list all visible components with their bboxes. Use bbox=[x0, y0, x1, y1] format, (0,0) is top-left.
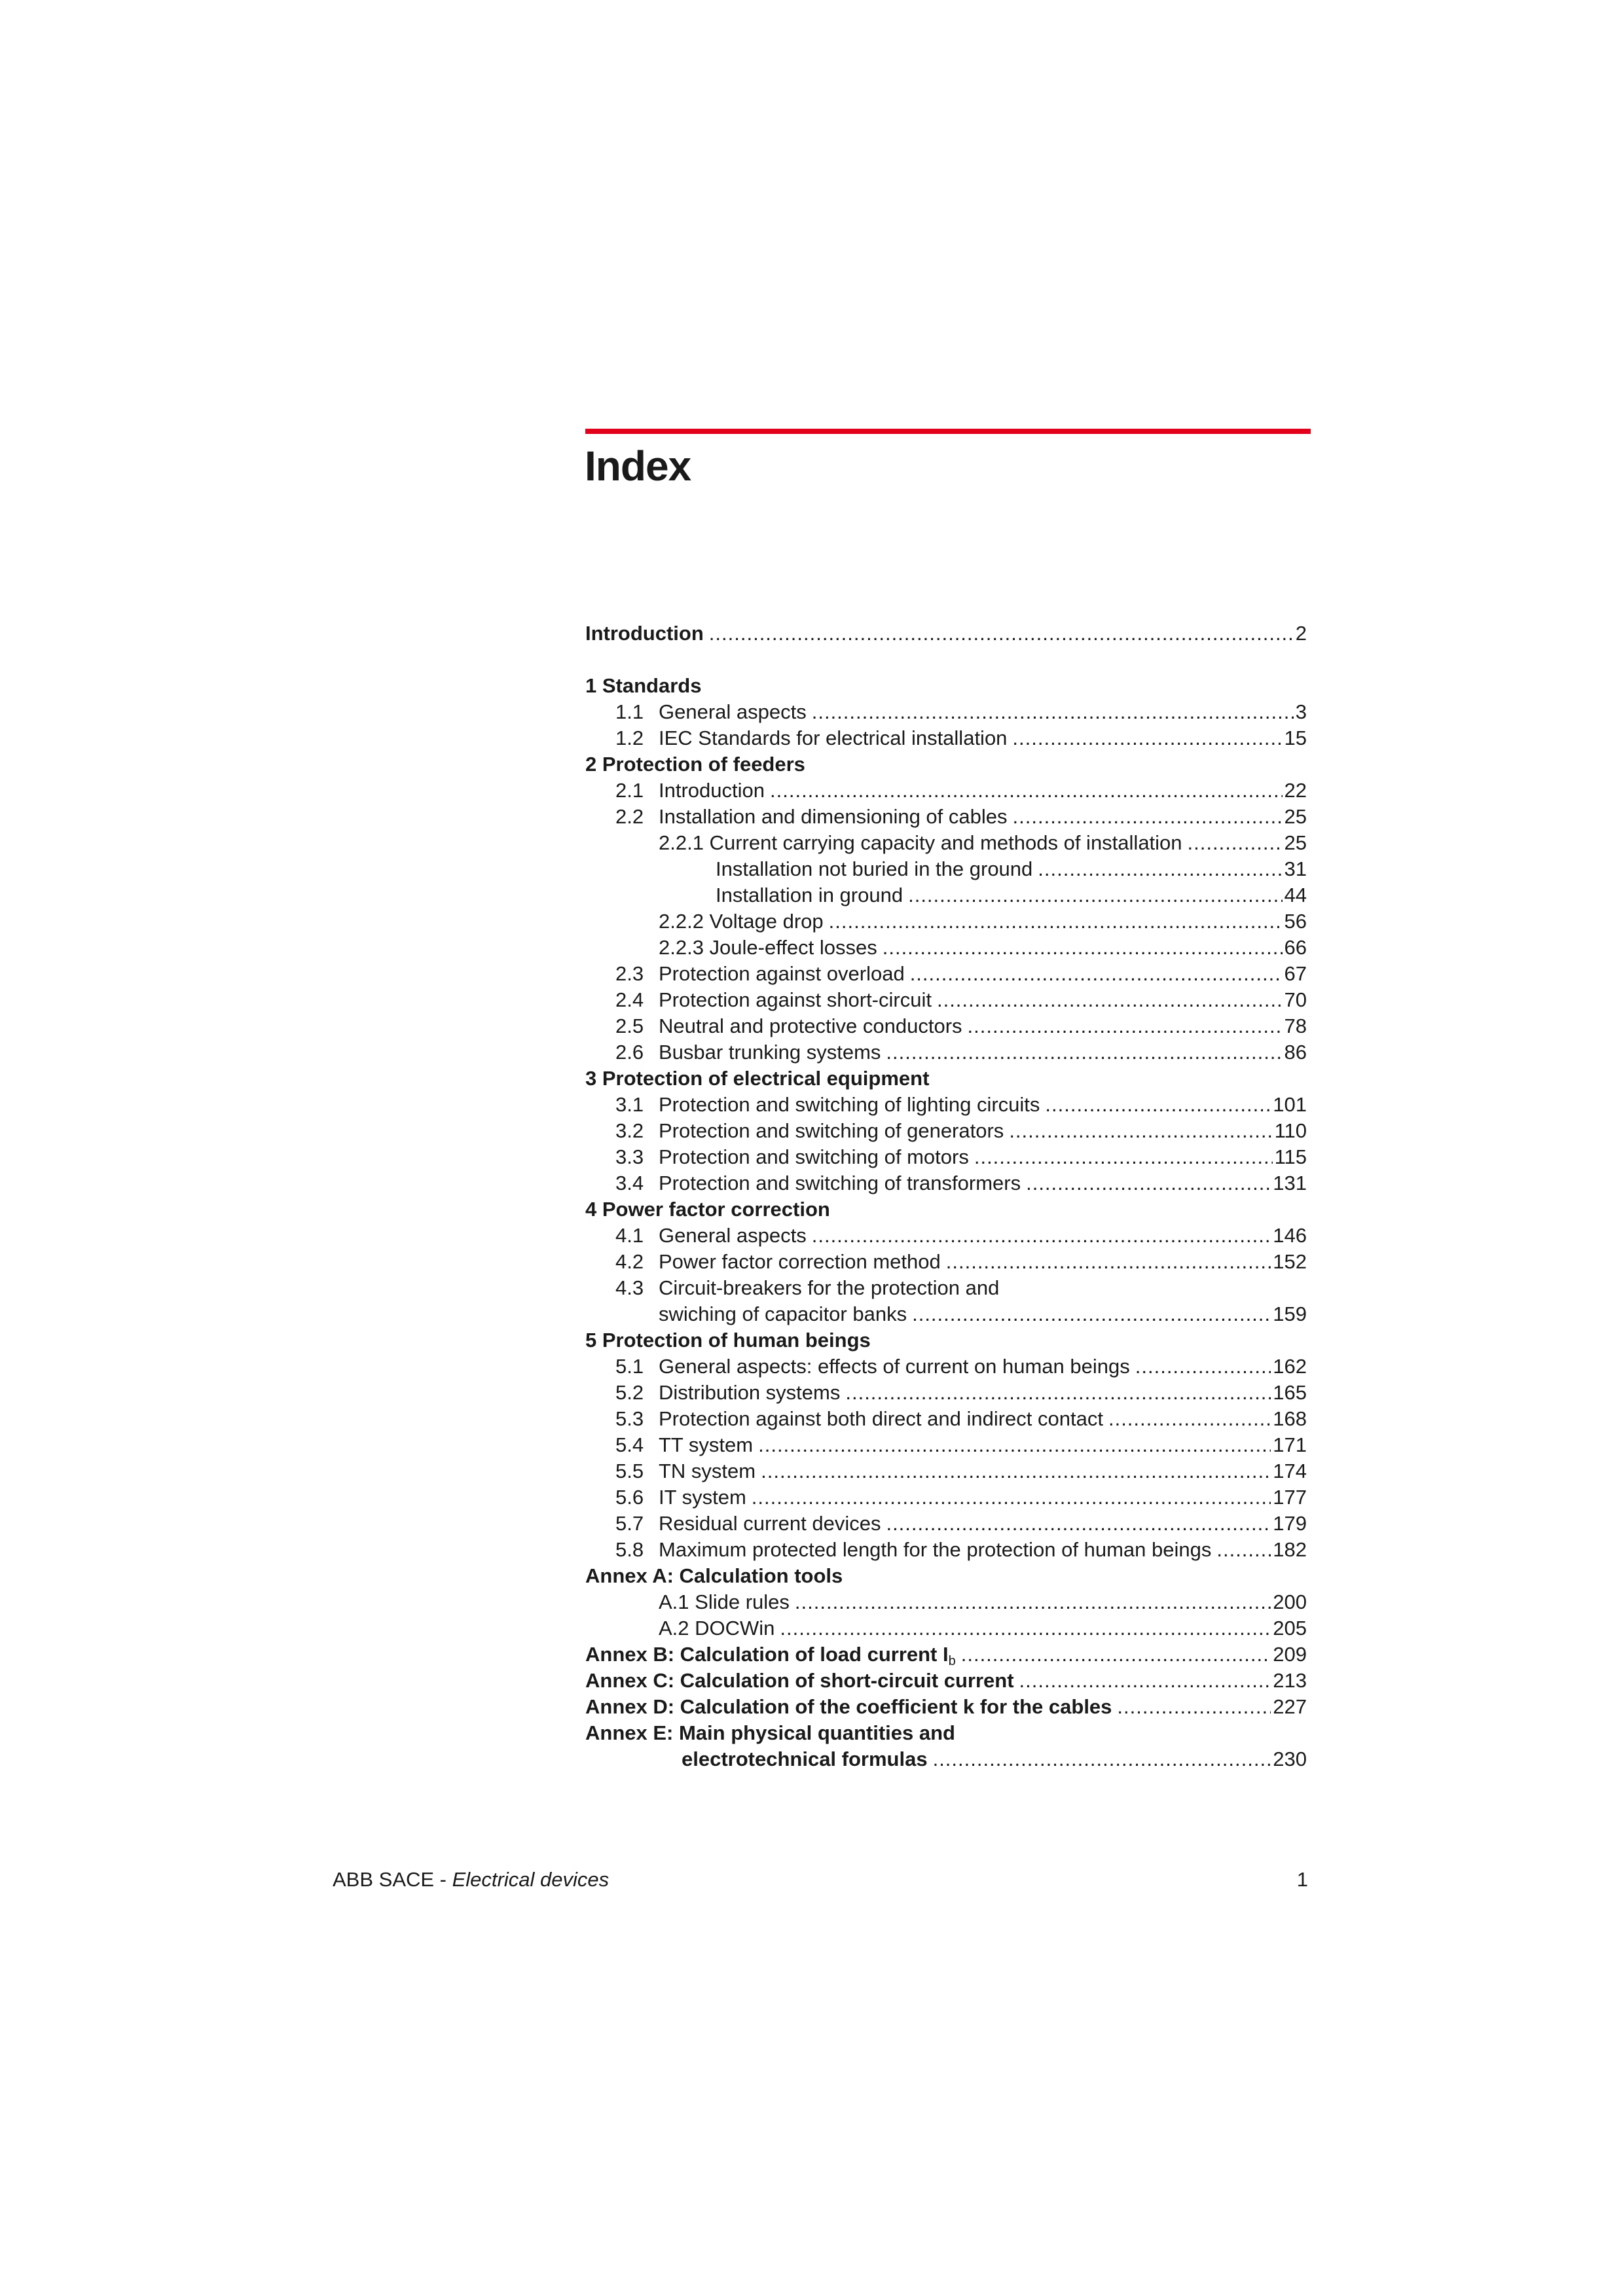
toc-entry-title: 2.2.3 Joule-effect losses bbox=[659, 936, 877, 959]
toc-entry-title: A.1 Slide rules bbox=[659, 1590, 790, 1613]
toc-entry-annex-c[interactable] bbox=[585, 1668, 1307, 1694]
toc-page-number: 56 bbox=[1284, 910, 1307, 933]
toc-entry[interactable] bbox=[585, 1301, 1307, 1327]
leader-dots bbox=[1135, 1354, 1271, 1380]
toc-entry-title: Installation not buried in the ground bbox=[716, 857, 1033, 880]
toc-entry[interactable] bbox=[585, 1406, 1307, 1432]
leader-dots bbox=[1038, 856, 1282, 882]
toc-entry[interactable] bbox=[585, 804, 1307, 830]
toc-entry-number: 5.1 bbox=[615, 1355, 644, 1378]
toc-entry[interactable] bbox=[585, 1746, 1307, 1772]
leader-dots bbox=[883, 935, 1283, 961]
toc-entry-number: 5.4 bbox=[615, 1433, 644, 1456]
section-heading-text: Annex E: Main physical quantities and bbox=[585, 1721, 955, 1744]
leader-dots bbox=[933, 1746, 1271, 1772]
toc-section-heading[interactable] bbox=[585, 751, 1307, 778]
toc-entry[interactable] bbox=[585, 1223, 1307, 1249]
toc-entry-number: 3.4 bbox=[615, 1172, 644, 1194]
toc-page-number: 86 bbox=[1284, 1041, 1307, 1064]
toc-section-heading[interactable] bbox=[585, 1720, 1307, 1746]
toc-page-number: 205 bbox=[1273, 1617, 1307, 1640]
leader-dots bbox=[761, 1458, 1271, 1484]
toc-entry[interactable] bbox=[585, 1458, 1307, 1484]
toc-entry[interactable] bbox=[585, 699, 1307, 725]
toc-entry-title: 2.2.1 Current carrying capacity and methods of installation bbox=[659, 831, 1182, 854]
toc-entry-title: swiching of capacitor banks bbox=[659, 1302, 907, 1325]
annex-b-title: Annex B: Calculation of load current I bbox=[585, 1643, 949, 1666]
toc-section-heading[interactable] bbox=[585, 1196, 1307, 1223]
leader-dots bbox=[1013, 804, 1283, 830]
toc-entry-number: 1.2 bbox=[615, 726, 644, 749]
toc-section-heading[interactable] bbox=[585, 1327, 1307, 1354]
toc-entry-title: General aspects bbox=[659, 1224, 807, 1247]
toc-page-number: 66 bbox=[1284, 936, 1307, 959]
leader-dots bbox=[937, 987, 1283, 1013]
toc-entry[interactable] bbox=[585, 1615, 1307, 1641]
toc-page-number: 67 bbox=[1284, 962, 1307, 985]
leader-dots bbox=[1108, 1406, 1271, 1432]
toc-entry-title: IEC Standards for electrical installation bbox=[659, 726, 1008, 749]
footer-page-number: 1 bbox=[1296, 1868, 1308, 1891]
toc-entry-title: Protection against short-circuit bbox=[659, 988, 932, 1011]
toc-section-heading[interactable] bbox=[585, 1563, 1307, 1589]
toc-entry[interactable] bbox=[585, 1118, 1307, 1144]
toc-entry-number: 1.1 bbox=[615, 700, 644, 723]
page-title: Index bbox=[585, 442, 691, 490]
toc-page-number: 174 bbox=[1273, 1460, 1307, 1482]
toc-page-number: 2 bbox=[1295, 622, 1307, 645]
toc-entry-number: 2.1 bbox=[615, 779, 644, 802]
toc-entry-number: 2.2 bbox=[615, 805, 644, 828]
leader-dots bbox=[1009, 1118, 1272, 1144]
toc-page-number: 171 bbox=[1273, 1433, 1307, 1456]
toc-entry[interactable] bbox=[585, 1144, 1307, 1170]
toc-page-number: 179 bbox=[1273, 1512, 1307, 1535]
toc-entry[interactable] bbox=[585, 882, 1307, 908]
toc-entry-title: Neutral and protective conductors bbox=[659, 1014, 962, 1037]
toc-entry-number: 4.2 bbox=[615, 1250, 644, 1273]
toc-entry-number: 5.5 bbox=[615, 1460, 644, 1482]
toc-entry-title: Protection against overload bbox=[659, 962, 905, 985]
toc-page-number: 152 bbox=[1273, 1250, 1307, 1273]
footer-subtitle: Electrical devices bbox=[452, 1868, 610, 1891]
leader-dots bbox=[780, 1615, 1271, 1641]
toc-entry[interactable] bbox=[585, 1275, 1307, 1301]
toc-page-number: 177 bbox=[1273, 1486, 1307, 1509]
toc-entry-title: TN system bbox=[659, 1460, 756, 1482]
toc-entry[interactable] bbox=[585, 778, 1307, 804]
section-heading-text: 4 Power factor correction bbox=[585, 1198, 830, 1221]
toc-entry-number: 2.3 bbox=[615, 962, 644, 985]
toc-entry-title: Power factor correction method bbox=[659, 1250, 941, 1273]
toc-entry-title: Introduction bbox=[659, 779, 765, 802]
subscript: b bbox=[948, 1654, 956, 1668]
toc-entry-title: General aspects bbox=[659, 700, 807, 723]
toc-section-heading[interactable] bbox=[585, 673, 1307, 699]
toc-entry[interactable] bbox=[585, 1432, 1307, 1458]
toc-section-heading[interactable] bbox=[585, 1066, 1307, 1092]
toc-page-number: 78 bbox=[1284, 1014, 1307, 1037]
toc-entry-introduction[interactable] bbox=[585, 620, 1307, 647]
leader-dots bbox=[709, 620, 1294, 647]
leader-dots bbox=[946, 1249, 1271, 1275]
leader-dots bbox=[812, 1223, 1271, 1249]
toc-entry-title: Introduction bbox=[585, 622, 704, 645]
toc-entry-title: Protection and switching of transformers bbox=[659, 1172, 1021, 1194]
toc-page-number: 168 bbox=[1273, 1407, 1307, 1430]
leader-dots bbox=[758, 1432, 1271, 1458]
leader-dots bbox=[886, 1039, 1282, 1066]
leader-dots bbox=[752, 1484, 1271, 1511]
leader-dots bbox=[912, 1301, 1271, 1327]
toc-page-number: 213 bbox=[1273, 1669, 1307, 1692]
toc-page-number: 159 bbox=[1273, 1302, 1307, 1325]
toc-entry-title: Residual current devices bbox=[659, 1512, 881, 1535]
toc-page-number: 209 bbox=[1273, 1643, 1307, 1666]
toc-page-number: 131 bbox=[1273, 1172, 1307, 1194]
toc-entry-annex-b[interactable] bbox=[585, 1641, 1307, 1668]
toc-entry-title: Distribution systems bbox=[659, 1381, 841, 1404]
toc-entry-number: 2.6 bbox=[615, 1041, 644, 1064]
toc-entry-number: 3.1 bbox=[615, 1093, 644, 1116]
toc-page-number: 165 bbox=[1273, 1381, 1307, 1404]
toc-entry[interactable] bbox=[585, 1511, 1307, 1537]
toc-page-number: 101 bbox=[1273, 1093, 1307, 1116]
toc-entry-title: Protection and switching of generators bbox=[659, 1119, 1004, 1142]
toc-entry[interactable] bbox=[585, 1537, 1307, 1563]
leader-dots bbox=[974, 1144, 1273, 1170]
leader-dots bbox=[910, 961, 1283, 987]
toc-entry-number: 3.3 bbox=[615, 1145, 644, 1168]
toc-entry-title: 2.2.2 Voltage drop bbox=[659, 910, 824, 933]
toc-entry[interactable] bbox=[585, 1380, 1307, 1406]
leader-dots bbox=[845, 1380, 1271, 1406]
toc-entry-title: Maximum protected length for the protection of human beings bbox=[659, 1538, 1212, 1561]
section-heading-text: 2 Protection of feeders bbox=[585, 753, 805, 776]
toc-page-number: 15 bbox=[1284, 726, 1307, 749]
toc-entry[interactable] bbox=[585, 961, 1307, 987]
title-rule bbox=[585, 429, 1311, 434]
toc-entry[interactable] bbox=[585, 935, 1307, 961]
toc-page-number: 230 bbox=[1273, 1748, 1307, 1770]
toc-entry[interactable] bbox=[585, 856, 1307, 882]
toc-entry-title: Circuit-breakers for the protection and bbox=[659, 1276, 1000, 1299]
footer-brand-text: ABB SACE - bbox=[333, 1868, 452, 1891]
toc-entry-number: 2.5 bbox=[615, 1014, 644, 1037]
toc-entry-title: A.2 DOCWin bbox=[659, 1617, 775, 1640]
toc-page-number: 146 bbox=[1273, 1224, 1307, 1247]
toc-entry-number: 3.2 bbox=[615, 1119, 644, 1142]
toc-entry[interactable] bbox=[585, 987, 1307, 1013]
toc-entry-number: 4.3 bbox=[615, 1276, 644, 1299]
leader-dots bbox=[961, 1641, 1271, 1668]
table-of-contents bbox=[585, 620, 1307, 1772]
toc-entry-number: 5.8 bbox=[615, 1538, 644, 1561]
toc-page-number: 31 bbox=[1284, 857, 1307, 880]
toc-entry[interactable] bbox=[585, 1013, 1307, 1039]
toc-entry-title: Busbar trunking systems bbox=[659, 1041, 881, 1064]
toc-entry-annex-d[interactable] bbox=[585, 1694, 1307, 1720]
toc-entry-title: TT system bbox=[659, 1433, 754, 1456]
section-heading-text: 5 Protection of human beings bbox=[585, 1329, 871, 1352]
toc-page-number: 115 bbox=[1274, 1145, 1307, 1168]
toc-page-number: 70 bbox=[1284, 988, 1307, 1011]
toc-entry[interactable] bbox=[585, 908, 1307, 935]
section-heading-text: Annex A: Calculation tools bbox=[585, 1564, 843, 1587]
leader-dots bbox=[908, 882, 1282, 908]
toc-entry[interactable] bbox=[585, 1589, 1307, 1615]
toc-page-number: 200 bbox=[1273, 1590, 1307, 1613]
leader-dots bbox=[968, 1013, 1283, 1039]
leader-dots bbox=[886, 1511, 1271, 1537]
toc-entry-title: Protection and switching of lighting circuits bbox=[659, 1093, 1040, 1116]
leader-dots bbox=[1045, 1092, 1271, 1118]
toc-page-number: 227 bbox=[1273, 1695, 1307, 1718]
toc-entry-number: 5.6 bbox=[615, 1486, 644, 1509]
toc-entry-title: electrotechnical formulas bbox=[682, 1748, 928, 1770]
toc-entry[interactable] bbox=[585, 725, 1307, 751]
toc-entry-number: 5.2 bbox=[615, 1381, 644, 1404]
toc-entry[interactable] bbox=[585, 1484, 1307, 1511]
toc-page-number: 110 bbox=[1274, 1119, 1307, 1142]
toc-entry-title: General aspects: effects of current on human beings bbox=[659, 1355, 1130, 1378]
toc-entry[interactable] bbox=[585, 1249, 1307, 1275]
toc-entry-title: Annex D: Calculation of the coefficient k for the cables bbox=[585, 1695, 1112, 1718]
leader-dots bbox=[1012, 725, 1282, 751]
toc-entry[interactable] bbox=[585, 830, 1307, 856]
toc-entry-number: 4.1 bbox=[615, 1224, 644, 1247]
toc-entry[interactable] bbox=[585, 1170, 1307, 1196]
toc-entry-number: 5.7 bbox=[615, 1512, 644, 1535]
toc-page-number: 25 bbox=[1284, 805, 1307, 828]
toc-page-number: 162 bbox=[1273, 1355, 1307, 1378]
toc-entry-title: IT system bbox=[659, 1486, 746, 1509]
footer-brand bbox=[333, 1867, 609, 1893]
toc-page-number: 182 bbox=[1273, 1538, 1307, 1561]
toc-entry-number: 5.3 bbox=[615, 1407, 644, 1430]
toc-entry[interactable] bbox=[585, 1039, 1307, 1066]
leader-dots bbox=[1117, 1694, 1271, 1720]
toc-entry-title: Protection and switching of motors bbox=[659, 1145, 969, 1168]
leader-dots bbox=[812, 699, 1294, 725]
toc-page-number: 44 bbox=[1284, 884, 1307, 906]
leader-dots bbox=[795, 1589, 1271, 1615]
leader-dots bbox=[1216, 1537, 1271, 1563]
leader-dots bbox=[829, 908, 1283, 935]
toc-page-number: 22 bbox=[1284, 779, 1307, 802]
section-heading-text: 1 Standards bbox=[585, 674, 702, 697]
toc-entry-title: Installation in ground bbox=[716, 884, 903, 906]
leader-dots bbox=[1019, 1668, 1271, 1694]
toc-entry-number: 2.4 bbox=[615, 988, 644, 1011]
section-heading-text: 3 Protection of electrical equipment bbox=[585, 1067, 930, 1090]
toc-page-number: 25 bbox=[1284, 831, 1307, 854]
toc-entry-title: Protection against both direct and indirect contact bbox=[659, 1407, 1103, 1430]
leader-dots bbox=[770, 778, 1283, 804]
toc-entry-title: Annex C: Calculation of short-circuit current bbox=[585, 1669, 1014, 1692]
toc-page-number: 3 bbox=[1295, 700, 1307, 723]
leader-dots bbox=[1188, 830, 1283, 856]
toc-entry[interactable] bbox=[585, 1354, 1307, 1380]
toc-entry[interactable] bbox=[585, 1092, 1307, 1118]
leader-dots bbox=[1026, 1170, 1271, 1196]
toc-entry-title: Installation and dimensioning of cables bbox=[659, 805, 1008, 828]
